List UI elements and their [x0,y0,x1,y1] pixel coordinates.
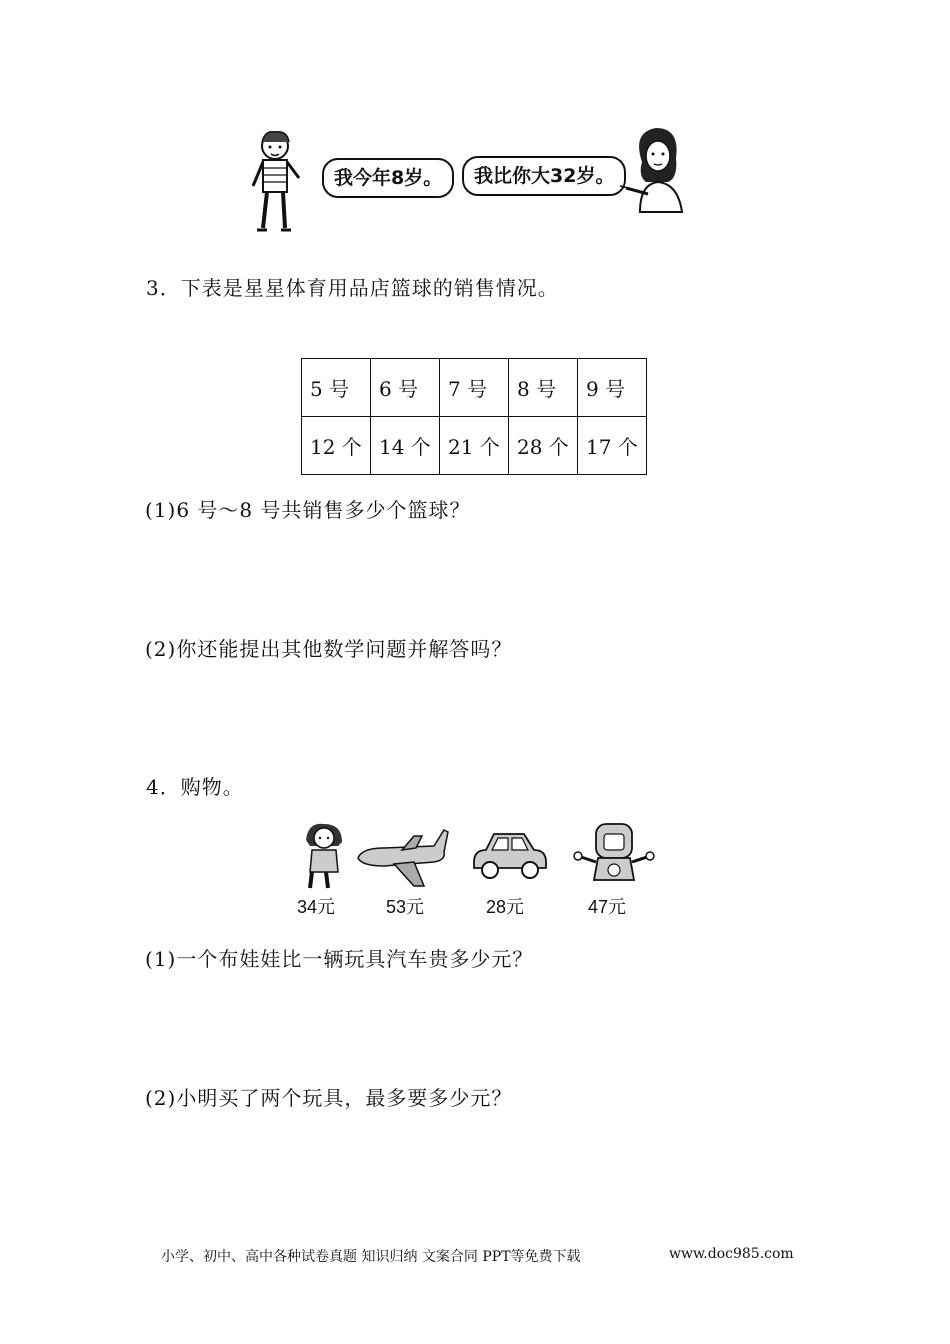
table-cell: 6 号 [371,359,440,417]
table-cell: 12 个 [302,417,371,475]
woman-illustration [618,122,696,214]
table-cell: 14 个 [371,417,440,475]
doll-icon [298,820,348,892]
boy-speech-bubble: 我今年8岁。 [322,158,454,198]
footer-website-link[interactable]: www.doc985.com [669,1246,794,1262]
car-icon [470,828,550,880]
question-4-sub1: (1)一个布娃娃比一辆玩具汽车贵多少元？ [145,947,534,971]
price-label: 28元 [486,897,525,917]
woman-speech-bubble: 我比你大32岁。 [462,156,626,196]
table-cell: 9 号 [578,359,647,417]
table-cell: 21 个 [440,417,509,475]
airplane-icon [354,824,450,890]
table-row [302,359,647,417]
price-label: 47元 [588,897,627,917]
sales-table [301,358,647,475]
robot-icon [572,820,656,888]
price-label: 53元 [386,897,425,917]
price-label: 34元 [297,897,336,917]
boy-illustration [245,128,307,236]
table-cell: 28 个 [509,417,578,475]
question-4-sub2: (2)小明买了两个玩具，最多要多少元？ [145,1086,513,1110]
table-cell: 17 个 [578,417,647,475]
question-3-title: 3．下表是星星体育用品店篮球的销售情况。 [146,276,559,300]
table-cell: 8 号 [509,359,578,417]
question-3-sub1: (1)6 号～8 号共销售多少个篮球？ [145,498,471,522]
table-cell: 7 号 [440,359,509,417]
table-row [302,417,647,475]
question-4-title: 4．购物。 [146,775,244,799]
footer-promo-text: 小学、初中、高中各种试卷真题 知识归纳 文案合同 PPT等免费下载 [161,1249,581,1265]
question-3-sub2: (2)你还能提出其他数学问题并解答吗？ [145,637,513,661]
table-cell: 5 号 [302,359,371,417]
